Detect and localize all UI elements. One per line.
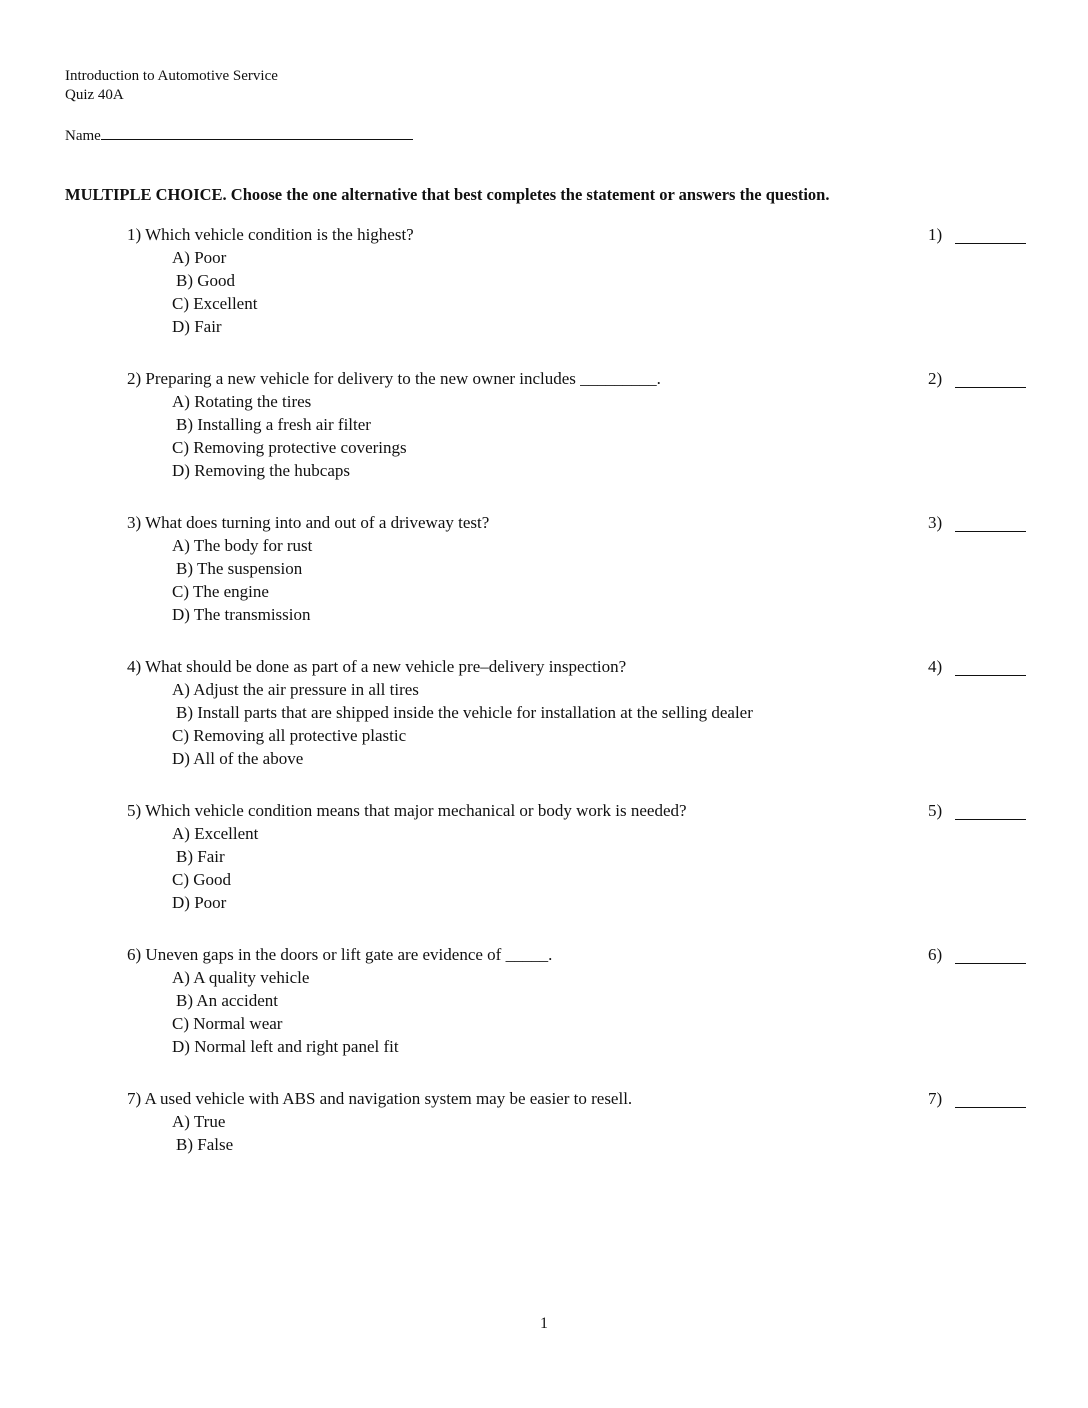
answer-blank[interactable]: [955, 243, 1026, 244]
question-text: 2) Preparing a new vehicle for delivery to the new owner includes _________.: [127, 369, 661, 388]
instructions: MULTIPLE CHOICE. Choose the one alternative that best completes the statement or answers the question.: [65, 185, 830, 204]
question: [0, 1087, 1088, 1231]
option[interactable]: B) False: [176, 1135, 234, 1154]
question-text: 1) Which vehicle condition is the highest?: [127, 225, 414, 244]
name-label: Name: [65, 128, 101, 144]
answer-blank[interactable]: [955, 387, 1026, 388]
options: [172, 966, 399, 1058]
question: [0, 655, 1088, 799]
answer-number: 1): [928, 225, 943, 244]
question: [0, 223, 1088, 367]
question-text: 7) A used vehicle with ABS and navigation system may be easier to resell.: [127, 1089, 633, 1108]
option[interactable]: B) Installing a fresh air filter: [176, 415, 371, 434]
quiz-title: Quiz 40A: [65, 87, 124, 103]
option[interactable]: C) Good: [172, 870, 232, 889]
question-list: [0, 223, 1088, 1231]
option[interactable]: B) An accident: [176, 991, 278, 1010]
answer-blank[interactable]: [955, 819, 1026, 820]
question: [0, 943, 1088, 1087]
option[interactable]: B) Good: [176, 271, 236, 290]
option[interactable]: C) The engine: [172, 582, 269, 601]
question-text: 6) Uneven gaps in the doors or lift gate are evidence of _____.: [127, 945, 553, 964]
option[interactable]: C) Normal wear: [172, 1014, 283, 1033]
name-field[interactable]: [65, 125, 413, 145]
option[interactable]: D) Normal left and right panel fit: [172, 1037, 399, 1056]
options: [172, 822, 258, 914]
option[interactable]: A) The body for rust: [172, 536, 313, 555]
answer-blank[interactable]: [955, 963, 1026, 964]
answer-number: 4): [928, 657, 943, 676]
question-text: 3) What does turning into and out of a driveway test?: [127, 513, 490, 532]
options: [172, 678, 753, 770]
option[interactable]: D) Removing the hubcaps: [172, 461, 350, 480]
answer-blank[interactable]: [955, 531, 1026, 532]
page-number: 1: [540, 1315, 548, 1332]
course-title: Introduction to Automotive Service: [65, 68, 278, 84]
question: [0, 799, 1088, 943]
question: [0, 511, 1088, 655]
option[interactable]: A) Poor: [172, 248, 227, 267]
option[interactable]: D) Fair: [172, 317, 222, 336]
answer-number: 7): [928, 1089, 943, 1108]
option[interactable]: D) Poor: [172, 893, 227, 912]
option[interactable]: A) A quality vehicle: [172, 968, 310, 987]
answer-number: 6): [928, 945, 943, 964]
option[interactable]: C) Removing all protective plastic: [172, 726, 407, 745]
option[interactable]: B) The suspension: [176, 559, 303, 578]
options: [172, 390, 407, 482]
answer-number: 3): [928, 513, 943, 532]
answer-blank[interactable]: [955, 675, 1026, 676]
option[interactable]: D) The transmission: [172, 605, 311, 624]
option[interactable]: C) Excellent: [172, 294, 258, 313]
option[interactable]: A) Rotating the tires: [172, 392, 312, 411]
options: [172, 246, 257, 338]
answer-number: 5): [928, 801, 943, 820]
option[interactable]: B) Fair: [176, 847, 225, 866]
option[interactable]: A) Excellent: [172, 824, 259, 843]
option[interactable]: D) All of the above: [172, 749, 304, 768]
question-text: 4) What should be done as part of a new vehicle pre–delivery inspection?: [127, 657, 627, 676]
options: [172, 534, 312, 626]
answer-number: 2): [928, 369, 943, 388]
option[interactable]: B) Install parts that are shipped inside the vehicle for installation at the selling dealer: [176, 703, 753, 722]
question-text: 5) Which vehicle condition means that major mechanical or body work is needed?: [127, 801, 687, 820]
answer-blank[interactable]: [955, 1107, 1026, 1108]
name-line[interactable]: [101, 125, 413, 140]
question: [0, 367, 1088, 511]
option[interactable]: A) Adjust the air pressure in all tires: [172, 680, 419, 699]
option[interactable]: C) Removing protective coverings: [172, 438, 407, 457]
option[interactable]: A) True: [172, 1112, 226, 1131]
options: [172, 1110, 233, 1156]
